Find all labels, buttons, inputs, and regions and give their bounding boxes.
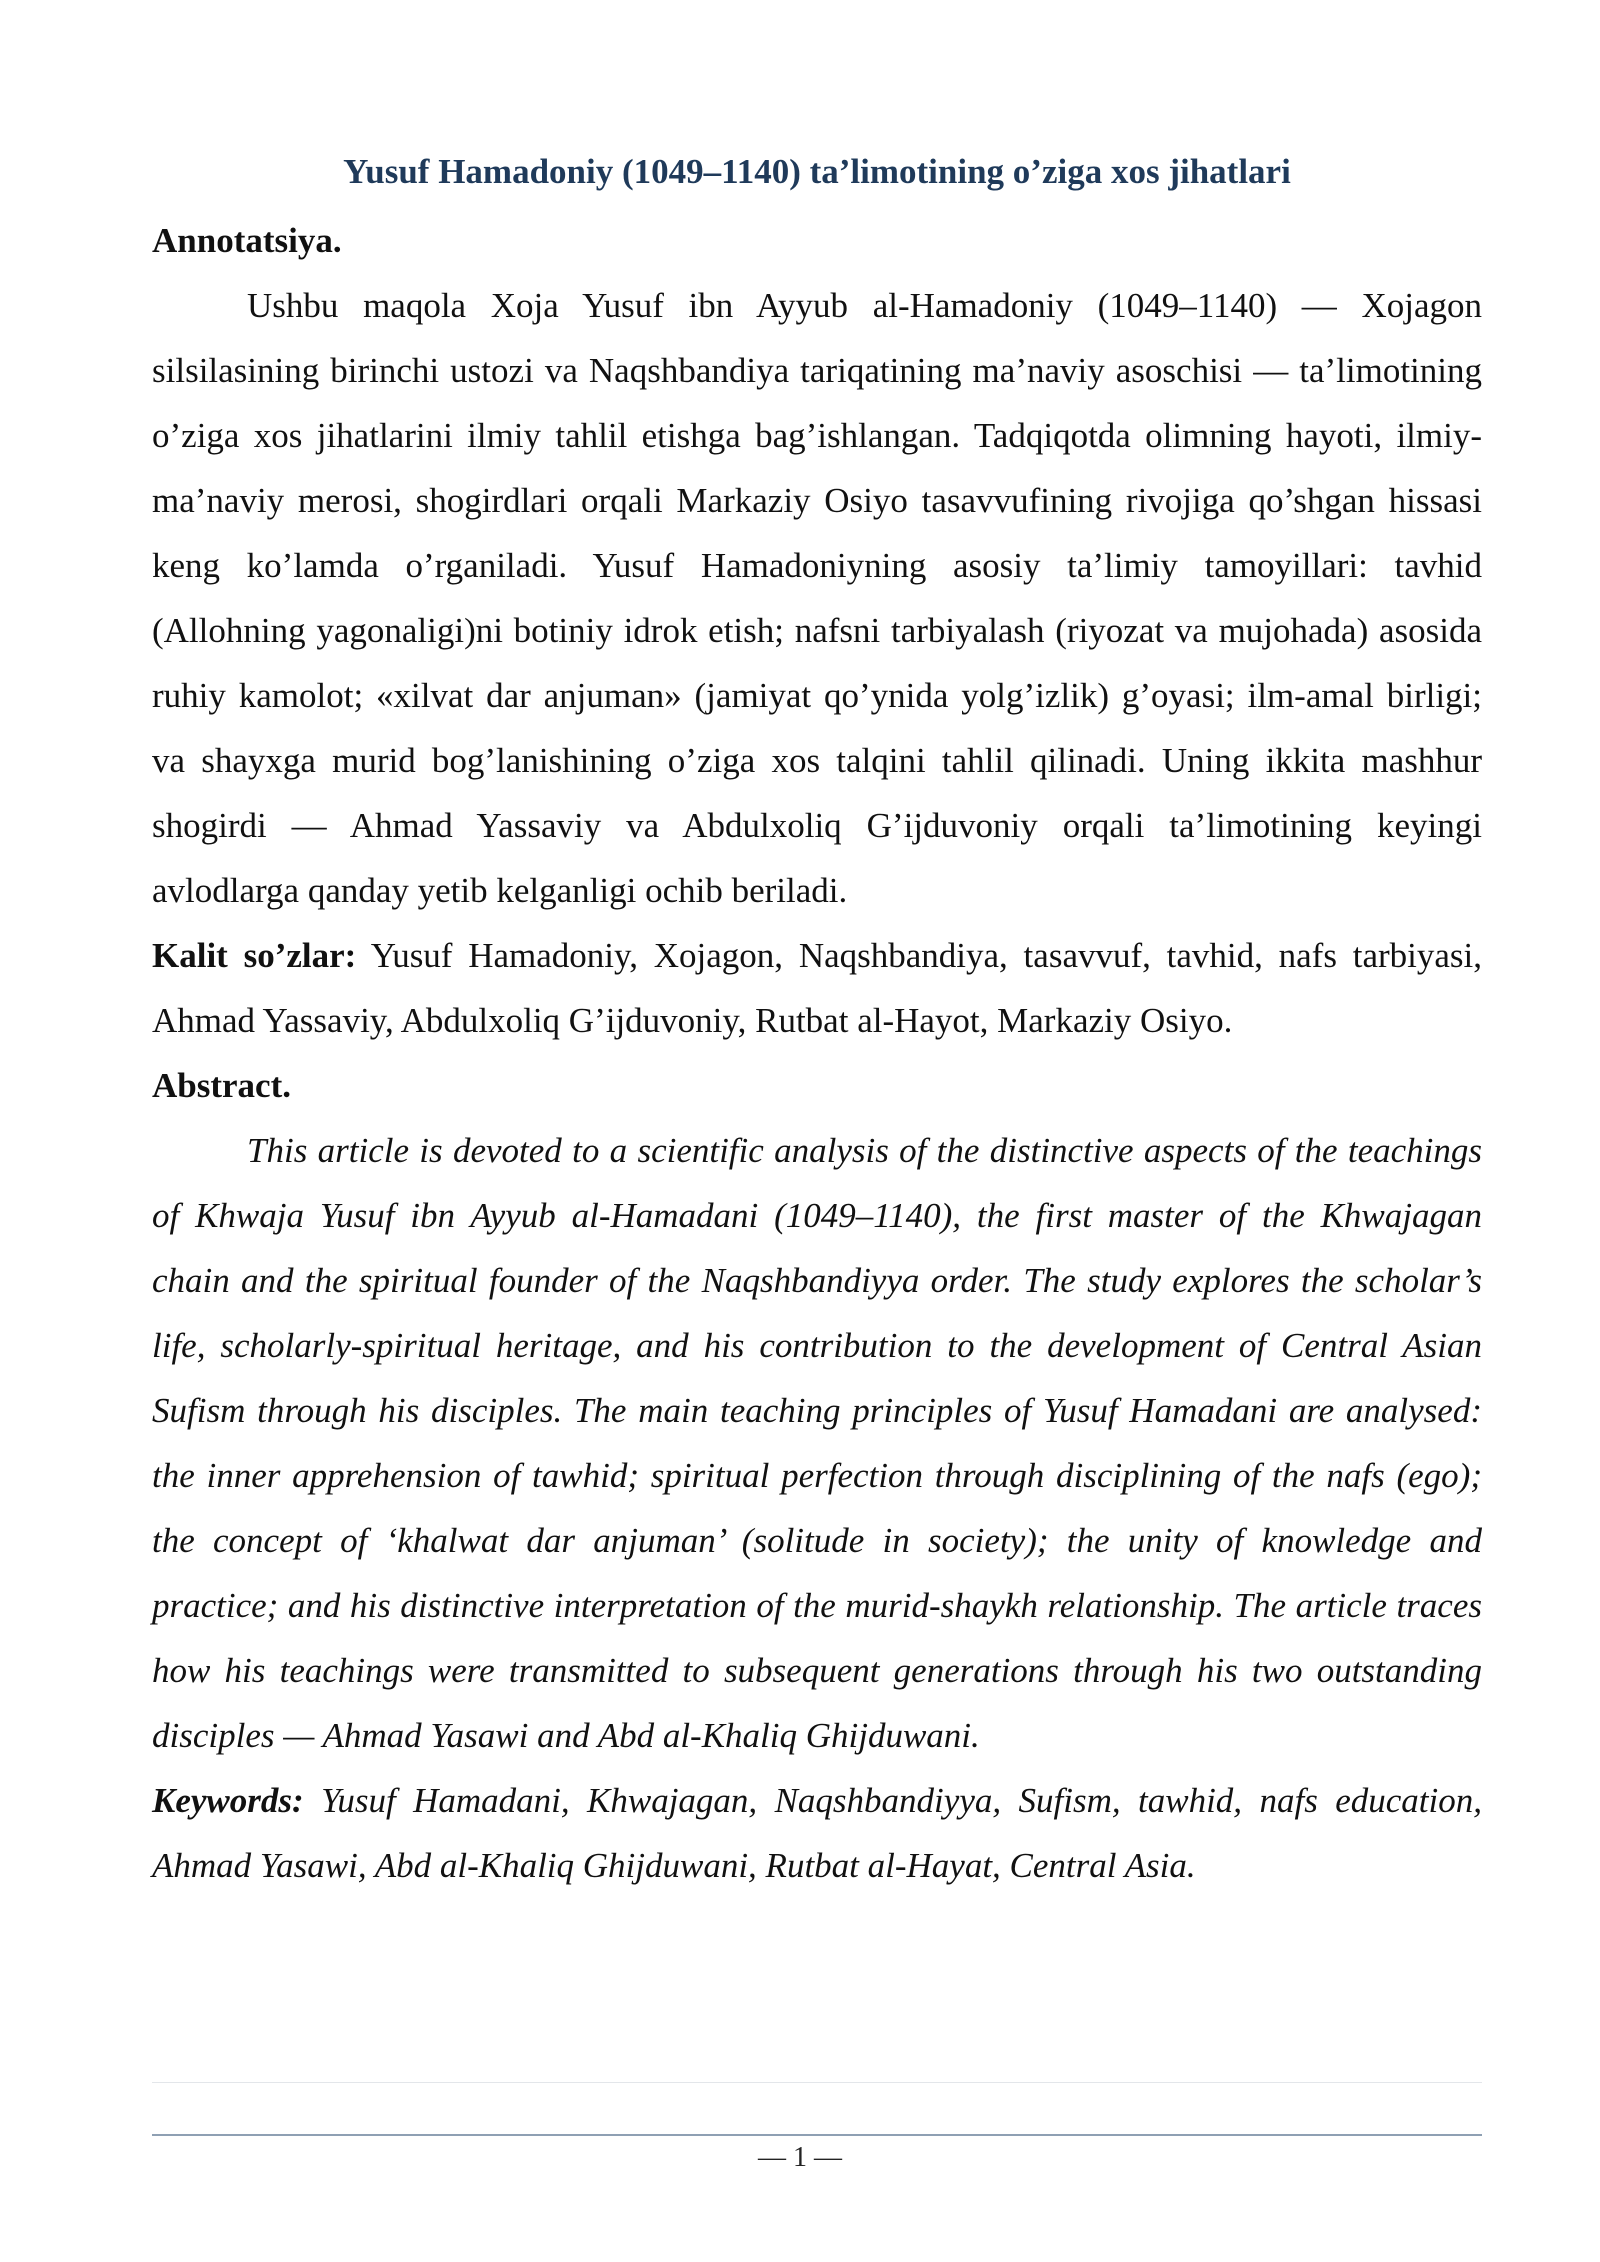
keywords-en-label: Keywords:	[152, 1781, 304, 1820]
keywords-uz-label: Kalit so’zlar:	[152, 936, 357, 975]
keywords-uz-text: Yusuf Hamadoniy, Xojagon, Naqshbandiya, tasavvuf, tavhid, nafs tarbiyasi, Ahmad Yassaviy, Abdulxoliq G’ijduvoniy, Rutbat al-Hayot, Markaziy Osiyo.	[152, 936, 1482, 1040]
article-title: Yusuf Hamadoniy (1049–1140) ta’limotining o’ziga xos jihatlari	[343, 152, 1291, 191]
annotation-heading: Annotatsiya.	[152, 221, 342, 260]
content-divider	[152, 2082, 1482, 2083]
keywords-uz	[152, 923, 1482, 1053]
footer-rule	[152, 2134, 1482, 2136]
page-number: — 1 —	[758, 2142, 842, 2173]
abstract-heading: Abstract.	[152, 1066, 291, 1105]
abstract-paragraph: This article is devoted to a scientific analysis of the distinctive aspects of the teachings of Khwaja Yusuf ibn Ayyub al-Hamadani (1049–1140), the first master of the Khwajagan chain and the spiritual founder of the Naqshbandiyya order. The study explores the scholar’s life, scholarly-spiritual heritage, and his contribution to the development of Central Asian Sufism through his disciples. The main teaching principles of Yusuf Hamadani are analysed: the inner apprehension of tawhid; spiritual perfection through disciplining of the nafs (ego); the concept of ‘khalwat dar anjuman’ (solitude in society); the unity of knowledge and practice; and his distinctive interpretation of the murid-shaykh relationship. The article traces how his teachings were transmitted to subsequent generations through his two outstanding disciples — Ahmad Yasawi and Abd al-Khaliq Ghijduwani.	[152, 1131, 1482, 1755]
annotation-paragraph: Ushbu maqola Xoja Yusuf ibn Ayyub al-Hamadoniy (1049–1140) — Xojagon silsilasining birinchi ustozi va Naqshbandiya tariqatining ma’naviy asoschisi — ta’limotining o’ziga xos jihatlarini ilmiy tahlil etishga bag’ishlangan. Tadqiqotda olimning hayoti, ilmiy-ma’naviy merosi, shogirdlari orqali Markaziy Osiyo tasavvufining rivojiga qo’shgan hissasi keng ko’lamda o’rganiladi. Yusuf Hamadoniyning asosiy ta’limiy tamoyillari: tavhid (Allohning yagonaligi)ni botiniy idrok etish; nafsni tarbiyalash (riyozat va mujohada) asosida ruhiy kamolot; «xilvat dar anjuman» (jamiyat qo’ynida yolg’izlik) g’oyasi; ilm-amal birligi; va shayxga murid bog’lanishining o’ziga xos talqini tahlil qilinadi. Uning ikkita mashhur shogirdi — Ahmad Yassaviy va Abdulxoliq G’ijduvoniy orqali ta’limotining keyingi avlodlarga qanday yetib kelganligi ochib beriladi.	[152, 286, 1482, 910]
keywords-en-text: Yusuf Hamadani, Khwajagan, Naqshbandiyya, Sufism, tawhid, nafs education, Ahmad Yasawi, Abd al-Khaliq Ghijduwani, Rutbat al-Hayat, Central Asia.	[152, 1781, 1482, 1885]
keywords-en	[152, 1768, 1482, 1898]
document-page	[152, 150, 1482, 1898]
